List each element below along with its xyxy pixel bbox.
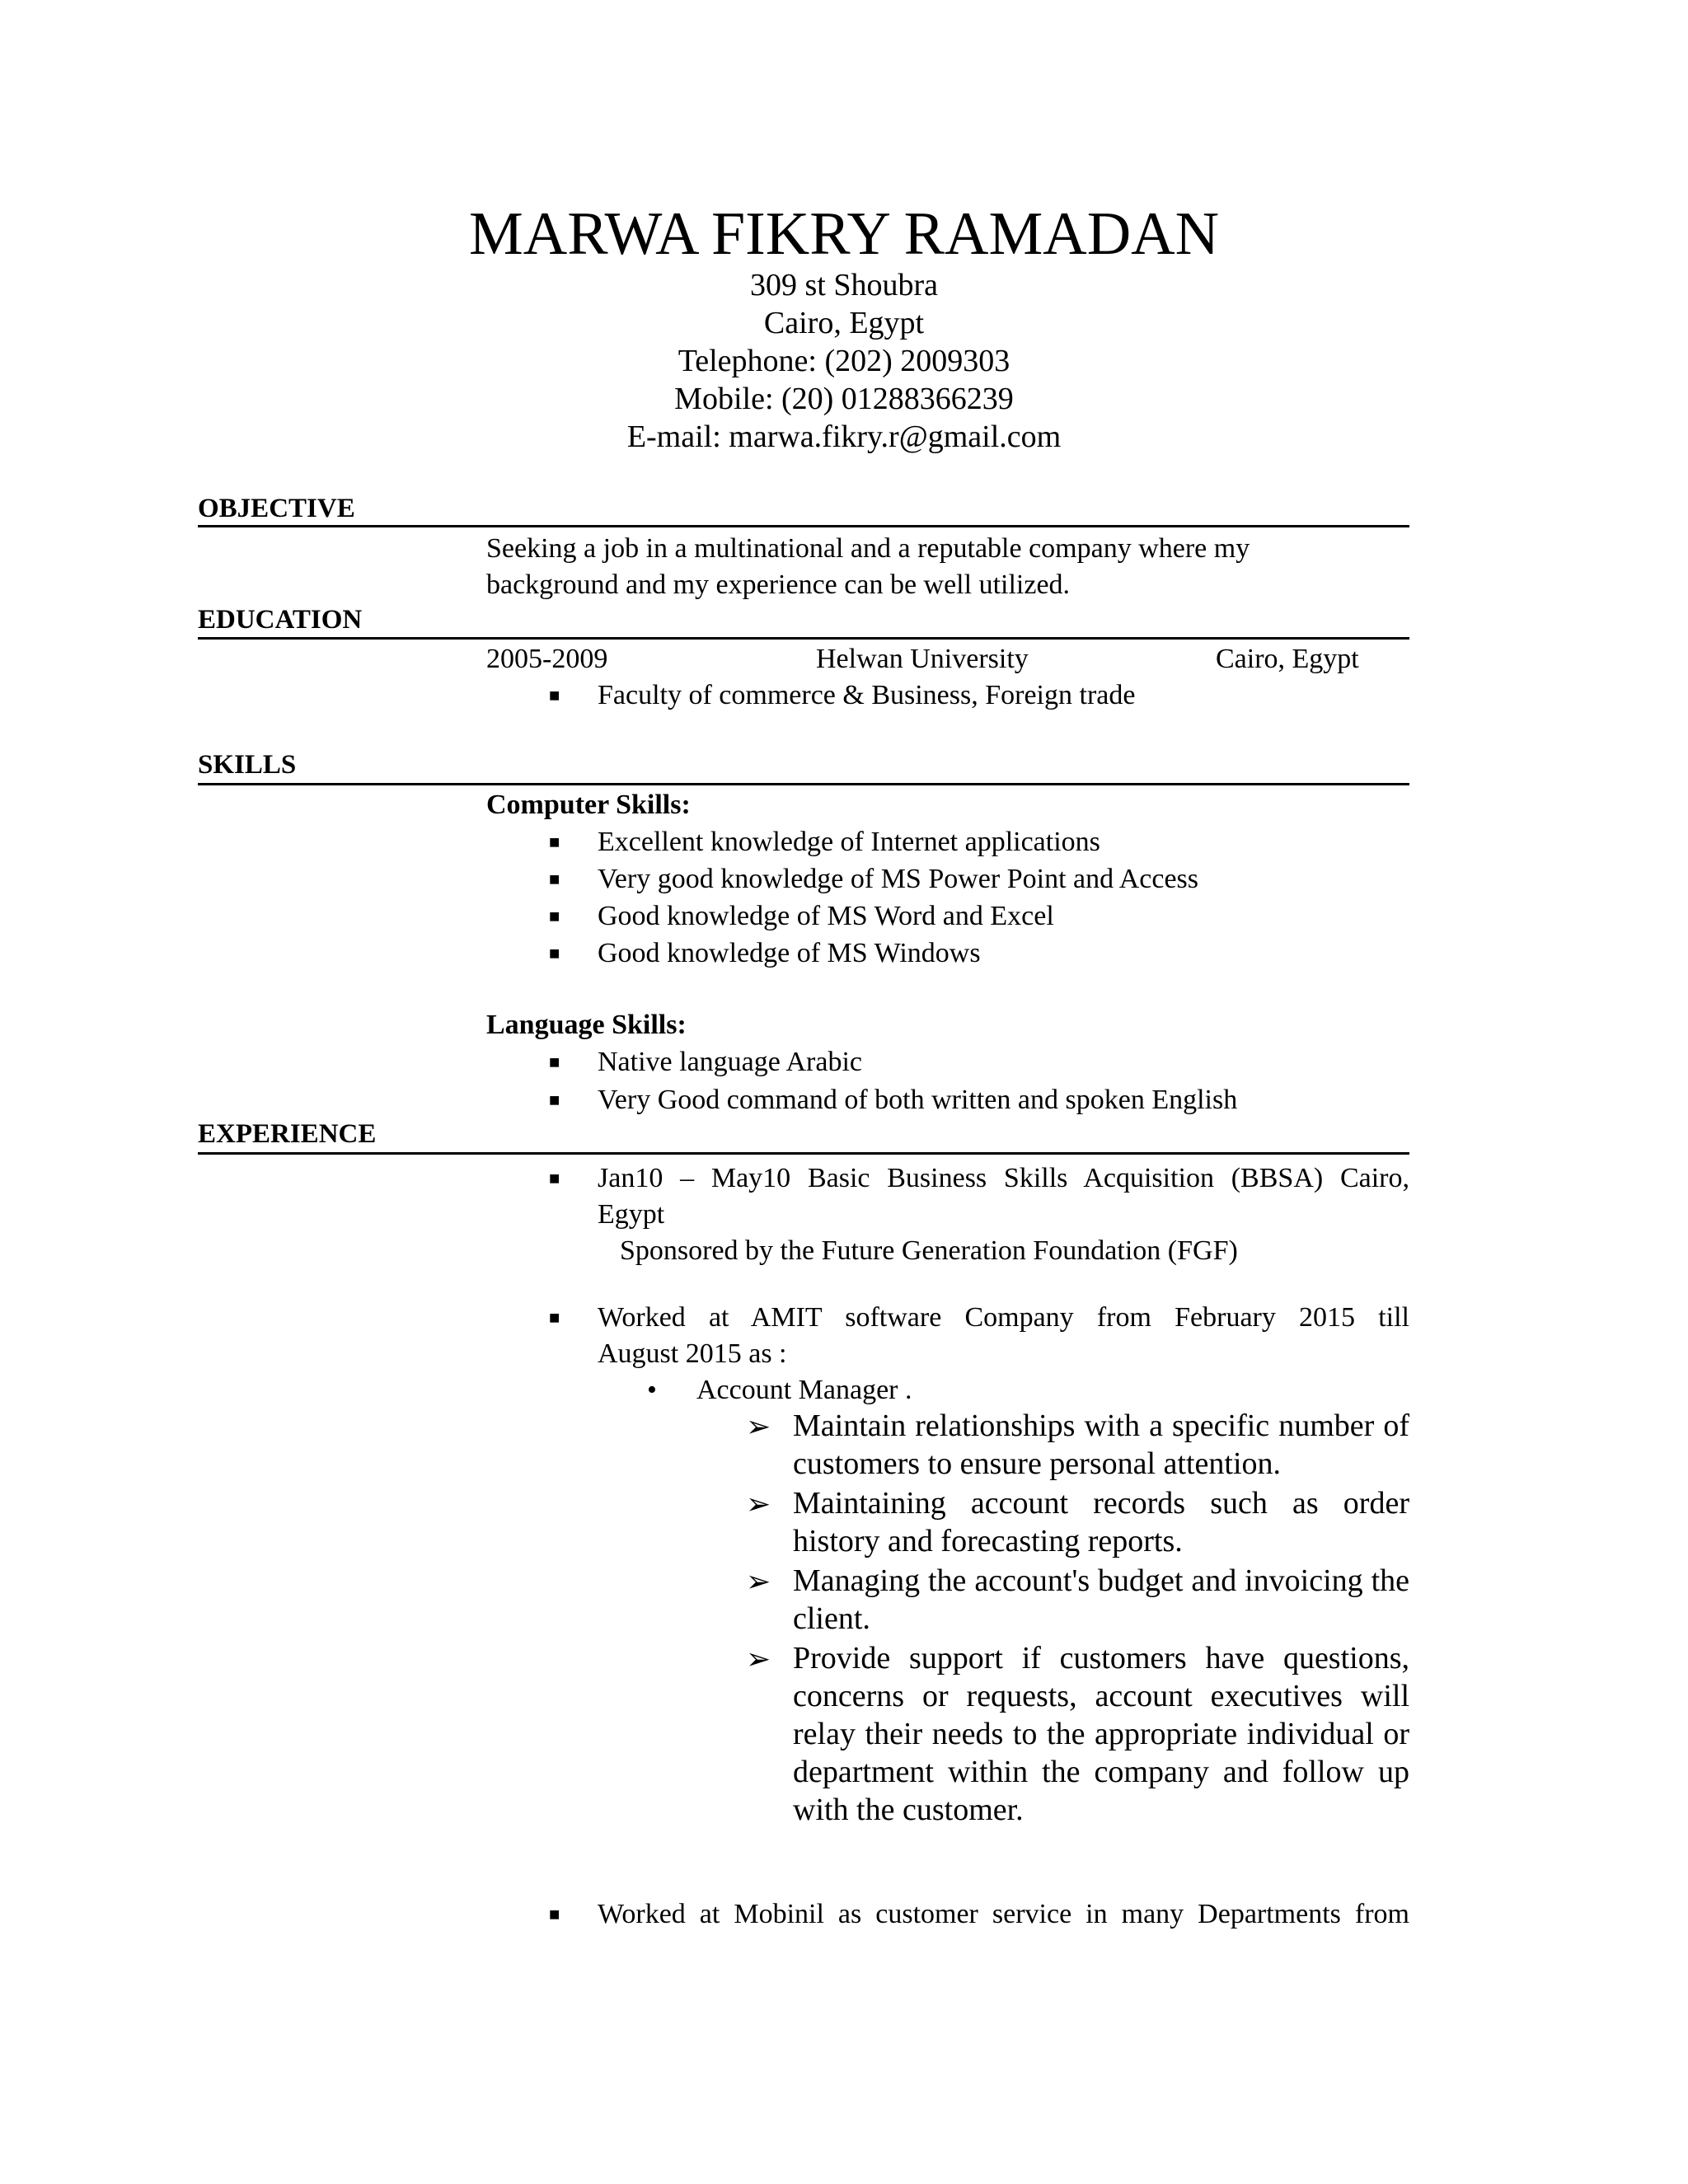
address-line-2: Cairo, Egypt xyxy=(763,306,925,340)
computer-skill-item: Good knowledge of MS Word and Excel xyxy=(598,901,1054,931)
duty-item: Maintain relationships with a specific number of customers to ensure personal attention. xyxy=(793,1408,1409,1481)
objective-text-line-2: background and my experience can be well utilized. xyxy=(486,569,1071,600)
computer-skills-heading: Computer Skills: xyxy=(486,790,691,820)
experience-item-1-line-1: Jan10 – May10 Basic Business Skills Acquisition (BBSA) Cairo, xyxy=(598,1163,1409,1193)
address-line-1: 309 st Shoubra xyxy=(750,268,938,302)
experience-item-2-line-2: August 2015 as : xyxy=(598,1338,787,1369)
role-bullet: • xyxy=(647,1375,657,1405)
telephone: Telephone: (202) 2009303 xyxy=(678,344,1010,378)
arrow-bullet: ➢ xyxy=(746,1410,771,1443)
experience-item-3-line-1: Worked at Mobinil as customer service in many Departments from xyxy=(598,1899,1409,1929)
skills-rule xyxy=(198,783,1409,785)
email: E-mail: marwa.fikry.r@gmail.com xyxy=(626,419,1062,454)
experience-role: Account Manager . xyxy=(696,1375,912,1405)
objective-heading: OBJECTIVE xyxy=(198,494,355,523)
education-bullet: ■ xyxy=(549,685,560,705)
computer-skill-bullet: ■ xyxy=(549,869,560,889)
skills-heading: SKILLS xyxy=(198,750,297,780)
education-rule xyxy=(198,637,1409,640)
experience-heading: EXPERIENCE xyxy=(198,1119,377,1149)
language-skill-bullet: ■ xyxy=(549,1090,560,1110)
education-location: Cairo, Egypt xyxy=(1216,644,1359,674)
computer-skill-item: Very good knowledge of MS Power Point and Access xyxy=(598,864,1199,894)
language-skills-heading: Language Skills: xyxy=(486,1010,687,1040)
computer-skill-bullet: ■ xyxy=(549,906,560,926)
computer-skill-bullet: ■ xyxy=(549,832,560,852)
computer-skill-item: Good knowledge of MS Windows xyxy=(598,938,981,968)
experience-item-2-line-1: Worked at AMIT software Company from February 2015 till xyxy=(598,1302,1409,1333)
experience-bullet: ■ xyxy=(549,1307,560,1328)
experience-rule xyxy=(198,1152,1409,1155)
language-skill-item: Very Good command of both written and spoken English xyxy=(598,1085,1238,1115)
duty-item: Managing the account's budget and invoicing the client. xyxy=(793,1563,1409,1636)
arrow-bullet: ➢ xyxy=(746,1643,771,1675)
experience-bullet: ■ xyxy=(549,1904,560,1924)
education-heading: EDUCATION xyxy=(198,605,363,635)
language-skill-bullet: ■ xyxy=(549,1052,560,1072)
arrow-bullet: ➢ xyxy=(746,1488,771,1521)
language-skill-item: Native language Arabic xyxy=(598,1047,862,1077)
education-institution: Helwan University xyxy=(816,644,1029,674)
computer-skill-bullet: ■ xyxy=(549,943,560,963)
experience-bullet: ■ xyxy=(549,1168,560,1188)
objective-rule xyxy=(198,525,1409,527)
arrow-bullet: ➢ xyxy=(746,1565,771,1598)
experience-item-1-sponsor: Sponsored by the Future Generation Foundation (FGF) xyxy=(620,1235,1238,1266)
education-years: 2005-2009 xyxy=(486,644,608,674)
duty-item: Provide support if customers have questions, concerns or requests, account executives will relay their needs to the appropriate individual or department within the company and follow up with the customer. xyxy=(793,1641,1409,1827)
mobile: Mobile: (20) 01288366239 xyxy=(674,382,1014,416)
duty-item: Maintaining account records such as order history and forecasting reports. xyxy=(793,1486,1409,1558)
experience-item-1-line-2: Egypt xyxy=(598,1199,665,1230)
candidate-name: MARWA FIKRY RAMADAN xyxy=(468,200,1220,268)
objective-text-line-1: Seeking a job in a multinational and a reputable company where my xyxy=(486,533,1250,564)
computer-skill-item: Excellent knowledge of Internet applications xyxy=(598,827,1100,857)
education-detail: Faculty of commerce & Business, Foreign trade xyxy=(598,680,1136,710)
